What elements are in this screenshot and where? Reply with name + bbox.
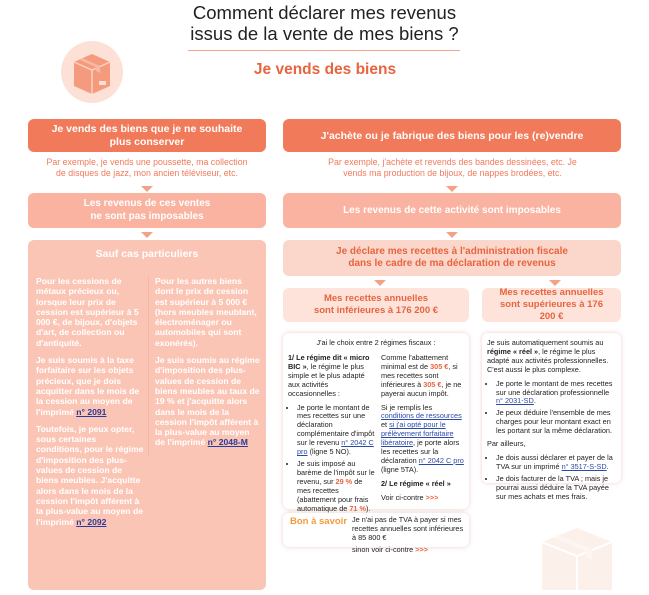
left-example: Par exemple, je vends une poussette, ma collection de disques de jazz, mon ancien téléviseur, etc. [46, 157, 248, 178]
declare-receipts: Je déclare mes recettes à l'administration fiscale dans le cadre de ma déclaration de revenus [283, 240, 621, 276]
form-3517-s-sd-link[interactable]: n° 3517-S-SD [561, 461, 607, 471]
see-opposite-link[interactable]: >>> [415, 544, 429, 554]
package-box-icon [60, 40, 124, 104]
other-goods-text: Pour les autres biens dont le prix de cession est supérieur à 5 000 € (hors meubles meublant, électroménager ou automobiles qui sont exonérés). Je suis soumis au régime d'imposition des plus-values de cession de biens meubles au taux de 19 % et j'acquitte alors dans le mois de la cession l'impôt afférent à la plus-value au moyen de l'imprimé n° 2048-M [155, 276, 260, 448]
income-conditions-link[interactable]: conditions de ressources [381, 411, 462, 421]
micro-bic-details: Comme l'abattement minimal est de 305 €, si mes recettes sont inférieures à 305 €, je ne payerai aucun impôt. Si je remplis les conditions de ressources et si j'ai opté pour le prélèvement forfaitaire libératoire, je porte alors les recettes sur la déclaration n° 2042 C pro (ligne 5TA). 2/ Le régime « réel » Voir ci-contre >>> [381, 353, 464, 502]
special-cases-title: Sauf cas particuliers [95, 248, 199, 260]
good-to-know-label: Bon à savoir [290, 516, 348, 527]
form-2048-m-link[interactable]: n° 2048-M [207, 437, 248, 448]
form-2091-link[interactable]: n° 2091 [76, 406, 107, 417]
right-taxable: Les revenus de cette activité sont imposables [283, 193, 621, 228]
precious-metals-text: Pour les cessions de métaux précieux ou, lorsque leur prix de cession est supérieur à 5 000 €, de bijoux, d'objets d'art, de collection ou d'antiquité. Je suis soumis à la taxe forfaitaire sur les objets précieux, que je dois acquitter dans le mois de la cession au moyen de l'imprimé n° 2091 Toutefois, je peux opter, sous certaines conditions, pour le régime d'imposition des plus-values de cession de biens meubles. J'acquitte alors dans le mois de la cession l'impôt afférent à la plus-value au moyen de l'imprimé n° 2092 [36, 276, 144, 527]
arrow-down-icon [446, 232, 458, 238]
micro-bic-text: 1/ Le régime dit « micro BIC », le régime le plus simple et le plus adapté aux activités occasionnelles : • Je porte le montant de mes recettes sur une déclaration complémentaire d'impôt sur le revenu n° 2042 C pro (ligne 5 NO). • Je suis imposé au barème de l'impôt sur le revenu, sur 29 % de mes recettes (abattement pour frais automatique de 71 %). [288, 354, 378, 517]
flat-rate-levy-link[interactable]: si j'ai opté pour le prélèvement forfaitaire libératoire [381, 420, 454, 448]
choice-intro: J'ai le choix entre 2 régimes fiscaux : [316, 338, 436, 347]
page-title: Comment déclarer mes revenus issus de la vente de mes biens ? [190, 2, 459, 44]
arrow-down-icon [374, 280, 386, 286]
section-subtitle: Je vends des biens [253, 61, 397, 78]
left-not-taxable: Les revenus de ces ventes ne sont pas imposables [28, 193, 266, 228]
above-threshold: Mes recettes annuelles sont supérieures à 176 200 € [482, 288, 621, 322]
below-threshold: Mes recettes annuelles sont inférieures à 176 200 € [283, 288, 469, 322]
right-example: Par exemple, j'achète et revends des bandes dessinées, etc. Je vends ma production de bijoux, de nappes brodées, etc. [328, 157, 577, 178]
form-2042-c-pro-link[interactable]: n° 2042 C pro [418, 455, 464, 465]
right-header: J'achète ou je fabrique des biens pour les (re)vendre [283, 119, 621, 152]
reel-regime-text: Je suis automatiquement soumis au régime « réel », le régime le plus adapté aux activités professionnelles. C'est aussi le plus complexe. • Je porte le montant de mes recettes sur une déclaration professionnelle n° 2031-SD. • Je peux déduire l'ensemble de mes charges pour leur montant exact en les portant sur la même déclaration. Par ailleurs, • Je dois aussi déclarer et payer de la TVA sur un imprimé n° 3517-S-SD. • Je dois facturer de la TVA ; mais je pourrai aussi déduire la TVA payée sur mes achats et mes frais. [487, 339, 617, 506]
title-divider [188, 50, 460, 51]
form-2092-link[interactable]: n° 2092 [76, 516, 107, 527]
good-to-know-text: Je n'ai pas de TVA à payer si mes recettes annuelles sont inférieures à 85 800 € sinon voir ci-contre >>> [352, 515, 464, 554]
form-2042-c-pro-link[interactable]: n° 2042 C pro [297, 438, 374, 457]
arrow-down-icon [549, 280, 561, 286]
arrow-down-icon [446, 186, 458, 192]
divider [148, 276, 149, 456]
package-box-icon [532, 518, 622, 590]
see-opposite-link[interactable]: >>> [425, 492, 439, 502]
arrow-down-icon [141, 186, 153, 192]
arrow-down-icon [141, 232, 153, 238]
left-header: Je vends des biens que je ne souhaite plus conserver [28, 119, 266, 152]
form-2031-sd-link[interactable]: n° 2031-SD [496, 396, 534, 406]
